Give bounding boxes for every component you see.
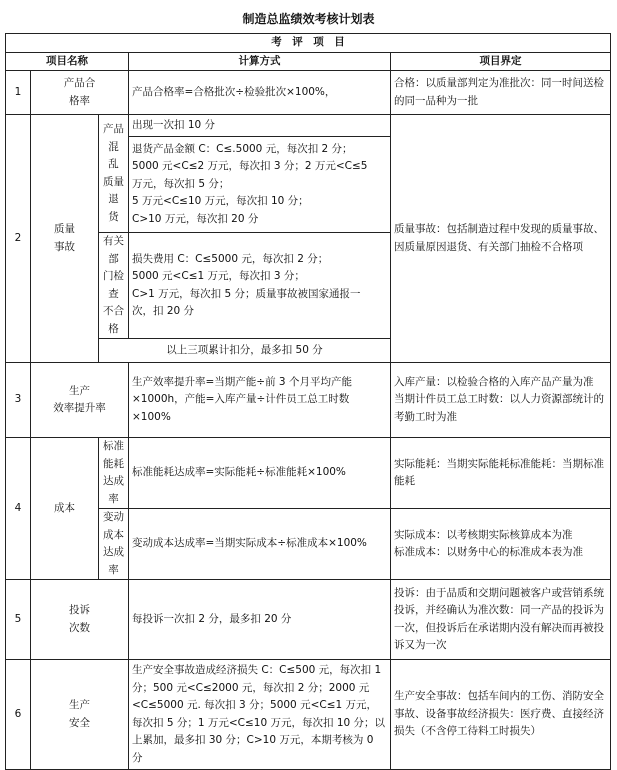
page-title: 制造总监绩效考核计划表 bbox=[242, 12, 375, 26]
column-header-item-name: 项目名称 bbox=[6, 52, 129, 71]
row-number: 6 bbox=[6, 660, 31, 770]
calculation-cell: 退货产品金额 C：C≤.5000 元，每次扣 2 分； 5000 元<C≤2 万元，每次扣 3 分；2 万元<C≤5 万元，每次扣 5 分； 5 万元<C≤10 万元，每次扣 10 分； C>10 万元，每次扣 20 分 bbox=[129, 137, 391, 233]
sub-item-name: 标准能耗 达成率 bbox=[99, 438, 129, 509]
kpi-table bbox=[5, 33, 611, 770]
total-cell: 以上三项累计扣分，最多扣 50 分 bbox=[99, 339, 391, 363]
sub-item-name: 变动成本 达成率 bbox=[99, 509, 129, 580]
definition-cell: 质量事故：包括制造过程中发现的质量事故、因质量原因退货、有关部门抽检不合格项 bbox=[391, 115, 611, 363]
table-row bbox=[6, 363, 611, 438]
section-header-row bbox=[6, 34, 611, 53]
item-name: 生产 效率提升率 bbox=[31, 363, 129, 438]
table-row bbox=[6, 438, 611, 509]
row-number: 2 bbox=[6, 115, 31, 363]
section-header: 考 评 项 目 bbox=[6, 34, 611, 53]
calculation-cell: 标准能耗达成率=实际能耗÷标准能耗×100% bbox=[129, 438, 391, 509]
calculation-cell: 每投诉一次扣 2 分，最多扣 20 分 bbox=[129, 580, 391, 660]
definition-cell: 实际成本：以考核期实际核算成本为准 标准成本：以财务中心的标准成本表为准 bbox=[391, 509, 611, 580]
row-number: 5 bbox=[6, 580, 31, 660]
column-header-definition: 项目界定 bbox=[391, 52, 611, 71]
table-row bbox=[6, 580, 611, 660]
sub-item-name: 产品混 乱 质量退 货 bbox=[99, 115, 129, 233]
table-row bbox=[6, 71, 611, 115]
definition-cell: 生产安全事故：包括车间内的工伤、消防安全事故、设备事故经济损失：医疗费、直接经济损失（不含停工待料工时损失） bbox=[391, 660, 611, 770]
row-number: 4 bbox=[6, 438, 31, 580]
calculation-cell: 变动成本达成率=当期实际成本÷标准成本×100% bbox=[129, 509, 391, 580]
sub-item-name: 有关部 门检查 不合格 bbox=[99, 233, 129, 339]
definition-cell: 入库产量：以检验合格的入库产品产量为准 当期计件员工总工时数：以人力资源部统计的考勤工时为准 bbox=[391, 363, 611, 438]
definition-cell: 合格：以质量部判定为准批次：同一时间送检的同一品种为一批 bbox=[391, 71, 611, 115]
table-row bbox=[6, 115, 611, 137]
calculation-cell: 出现一次扣 10 分 bbox=[129, 115, 391, 137]
item-name: 投诉 次数 bbox=[31, 580, 129, 660]
item-name: 生产 安全 bbox=[31, 660, 129, 770]
definition-cell: 实际能耗：当期实际能耗标准能耗：当期标准能耗 bbox=[391, 438, 611, 509]
calculation-cell: 损失费用 C：C≤5000 元，每次扣 2 分； 5000 元<C≤1 万元，每次扣 3 分； C>1 万元，每次扣 5 分；质量事故被国家通报一 次，扣 20 分 bbox=[129, 233, 391, 339]
column-header-calculation: 计算方式 bbox=[129, 52, 391, 71]
calculation-cell: 产品合格率=合格批次÷检验批次×100%， bbox=[129, 71, 391, 115]
row-number: 3 bbox=[6, 363, 31, 438]
item-name: 质量 事故 bbox=[31, 115, 99, 363]
column-header-row bbox=[6, 52, 611, 71]
item-name: 成本 bbox=[31, 438, 99, 580]
calculation-cell: 生产安全事故造成经济损失 C：C≤500 元，每次扣 1 分；500 元<C≤2000 元，每次扣 2 分；2000 元<C≤5000 元. 每次扣 3 分；5000 元<C≤1 万元，每次扣 5 分；1 万元<C≤10 万元，每次扣 10 分；以上累加，最多扣 30 分；C>10 万元，本期考核为 0 分 bbox=[129, 660, 391, 770]
item-name: 产品合 格率 bbox=[31, 71, 129, 115]
calculation-cell: 生产效率提升率=当期产能÷前 3 个月平均产能×1000h，产能=入库产量÷计件员工总工时数×100% bbox=[129, 363, 391, 438]
definition-cell: 投诉：由于品质和交期问题被客户或营销系统投诉，并经确认为准次数：同一产品的投诉为一次，但投诉后在承诺期内没有解决而再被投诉又为一次 bbox=[391, 580, 611, 660]
row-number: 1 bbox=[6, 71, 31, 115]
table-row bbox=[6, 660, 611, 770]
